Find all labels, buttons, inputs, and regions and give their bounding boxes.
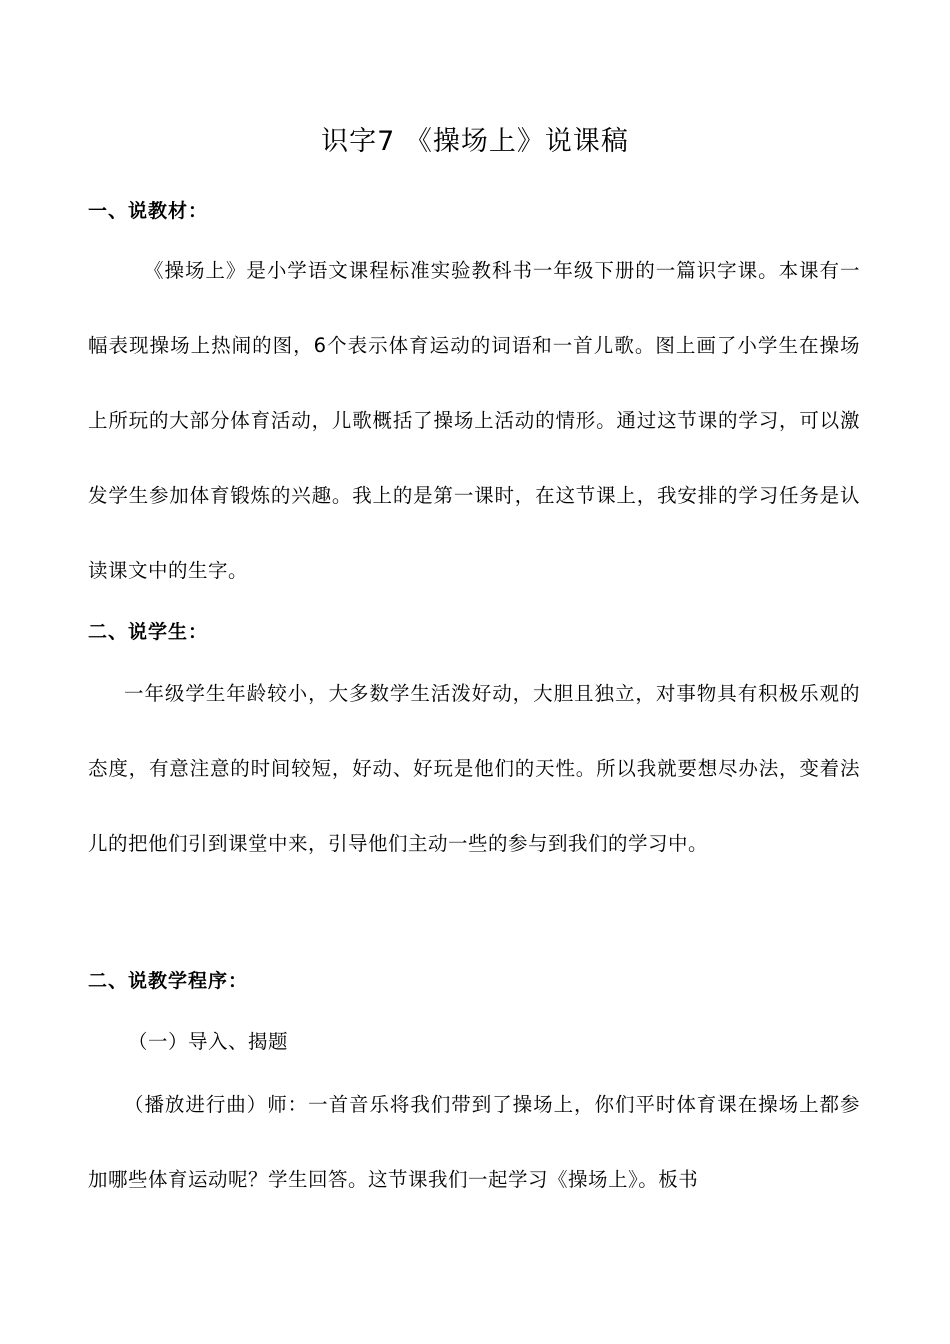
section-paragraph-students: 一年级学生年龄较小，大多数学生活泼好动，大胆且独立，对事物具有积极乐观的态度，有意注意的时间较短，好动、好玩是他们的天性。所以我就要想尽办法，变着法儿的把他们引到课堂中来，引导他们主动一些的参与到我们的学习中。 (88, 682, 860, 855)
section-heading-textbook: 一、说教材： (88, 200, 209, 222)
section-subheading-intro: （一）导入、揭题 (128, 1030, 289, 1053)
section-paragraph-textbook: 《操场上》是小学语文课程标准实验教科书一年级下册的一篇识字课。本课有一幅表现操场上热闹的图，6个表示体育运动的词语和一首儿歌。图上画了小学生在操场上所玩的大部分体育活动，儿歌概括了操场上活动的情形。通过这节课的学习，可以激发学生参加体育锻炼的兴趣。我上的是第一课时，在这节课上，我安排的学习任务是认读课文中的生字。 (88, 259, 860, 582)
document-title: 识字7 《操场上》说课稿 (321, 126, 629, 157)
section-heading-students: 二、说学生： (88, 621, 209, 643)
section-heading-procedure: 二、说教学程序： (88, 970, 249, 992)
section-paragraph-procedure: （播放进行曲）师：一首音乐将我们带到了操场上，你们平时体育课在操场上都参加哪些体育运动呢？学生回答。这节课我们一起学习《操场上》。板书 (88, 1093, 860, 1191)
